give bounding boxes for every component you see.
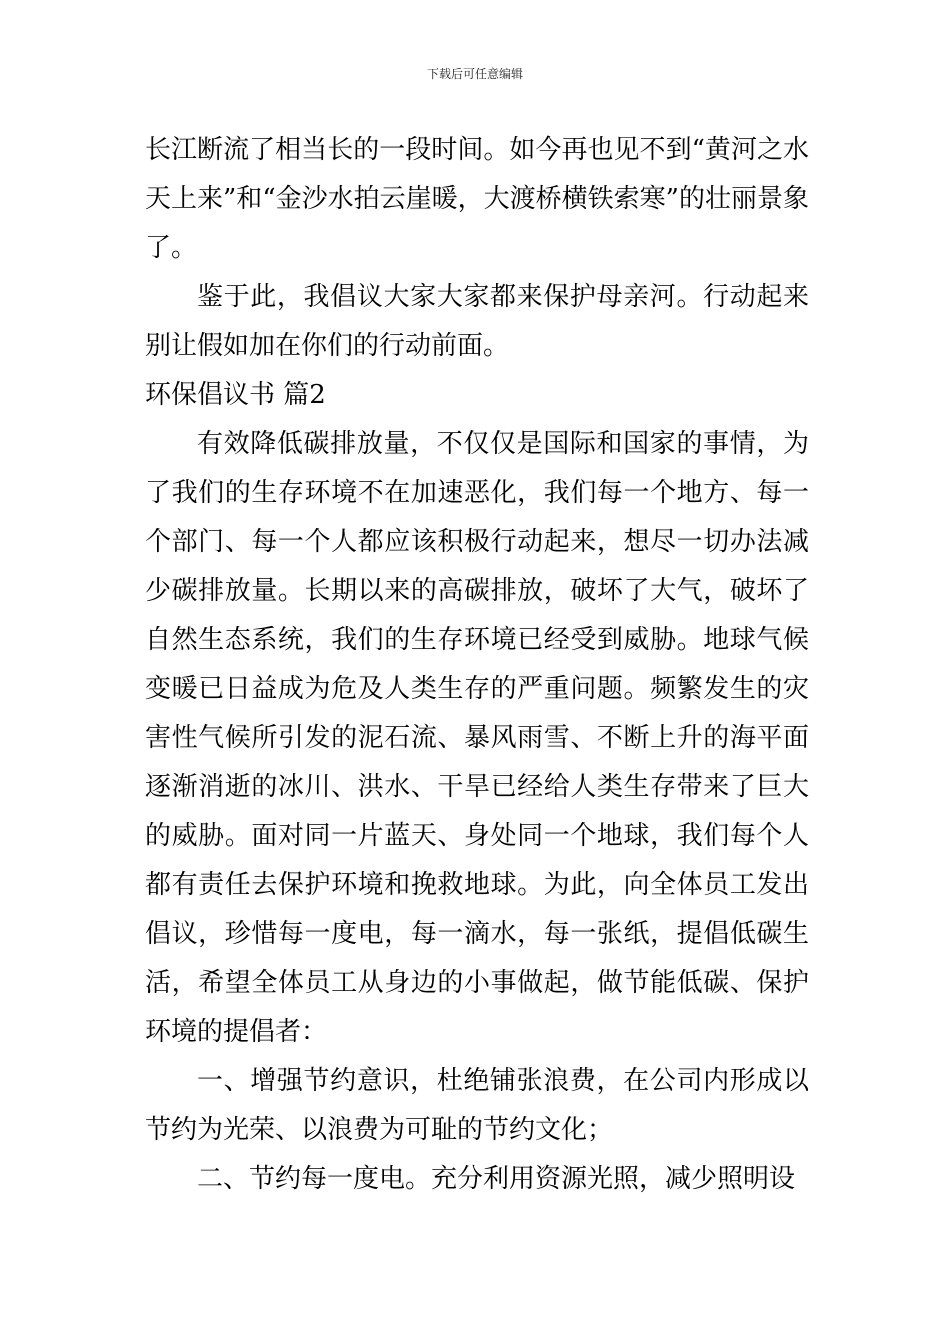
- paragraph-low-carbon: 有效降低碳排放量，不仅仅是国际和国家的事情，为了我们的生存环境不在加速恶化，我们每一个地方、每一个部门、每一个人都应该积极行动起来，想尽一切办法减少碳排放量。长期以来的高碳排放，破坏了大气，破坏了自然生态系统，我们的生存环境已经受到威胁。地球气候变暖已日益成为危及人类生存的严重问题。频繁发生的灾害性气候所引发的泥石流、暴风雨雪、不断上升的海平面逐渐消逝的冰川、洪水、干旱已经给人类生存带来了巨大的威胁。面对同一片蓝天、身处同一个地球，我们每个人都有责任去保护环境和挽救地球。为此，向全体员工发出倡议，珍惜每一度电，每一滴水，每一张纸，提倡低碳生活，希望全体员工从身边的小事做起，做节能低碳、保护环境的提倡者：: [145, 429, 809, 1047]
- page-header-note: 下载后可任意编辑: [426, 67, 523, 81]
- paragraph-proposal: 鉴于此，我倡议大家大家都来保护母亲河。行动起来别让假如加在你们的行动前面。: [145, 282, 809, 361]
- paragraph-item-one: 一、增强节约意识，杜绝铺张浪费，在公司内形成以节约为光荣、以浪费为可耻的节约文化；: [145, 1066, 809, 1145]
- paragraph-item-two: 二、节约每一度电。充分利用资源光照，减少照明设: [197, 1164, 796, 1194]
- section-heading: 环保倡议书 篇2: [145, 380, 326, 410]
- document-body: [145, 126, 809, 1204]
- paragraph-yangtze: 长江断流了相当长的一段时间。如今再也见不到“黄河之水天上来”和“金沙水拍云崖暖，大渡桥横铁索寒”的壮丽景象了。: [145, 135, 809, 263]
